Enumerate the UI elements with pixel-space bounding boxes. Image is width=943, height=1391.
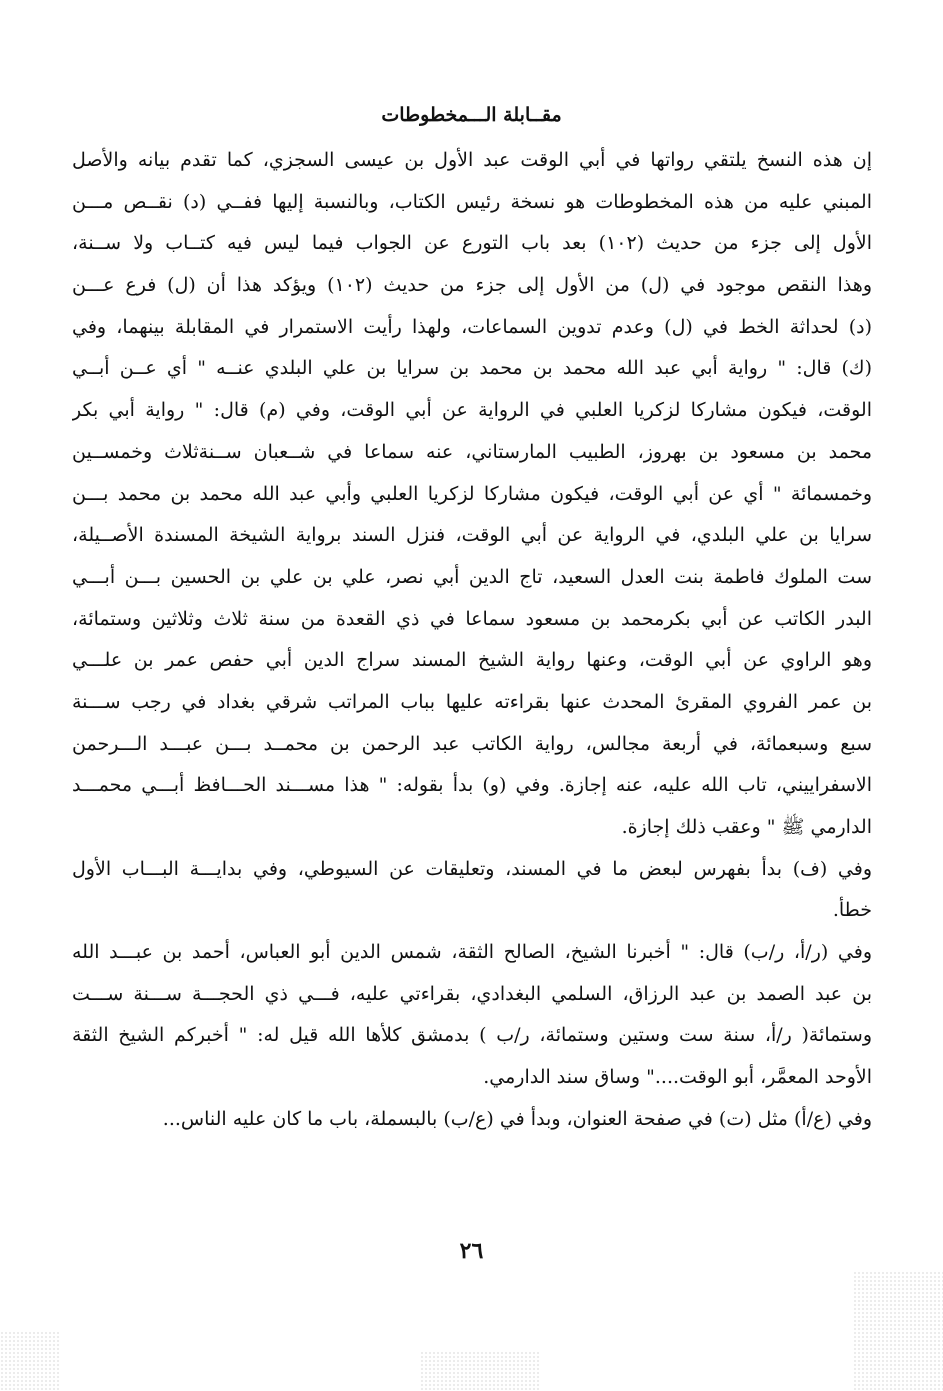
text-line: وفي (ف) بدأ بفهرس لبعض ما في المسند، وتعليقات عن السيوطي، وفي بدايـــة البـــاب الأول (72, 857, 872, 880)
text-line: وفي (ع/أ) مثل (ت) في صفحة العنوان، وبدأ في (ع/ب) بالبسملة، باب ما كان عليه الناس... (162, 1107, 872, 1130)
text-line: وستمائة( ر/أ، سنة ست وستين وستمائة، ر/ب ) بدمشق كلأها الله قيل له: " أخبركم الشيخ الثقة (72, 1024, 872, 1047)
text-line: ست الملوك فاطمة بنت العدل السعيد، تاج الدين أبي نصر، علي بن علي بن الحسين بـــن أبـــي (72, 565, 872, 588)
text-line: الأول إلى جزء من حديث (١٠٢) بعد باب التورع عن الجواب فيما ليس فيه كتــاب ولا ســنة، (72, 232, 872, 255)
body-text (72, 140, 872, 1141)
scan-noise (853, 1271, 943, 1391)
text-line: وفي (ر/أ، ر/ب) قال: " أخبرنا الشيخ، الصالح الثقة، شمس الدين أبو العباس، أحمد بن عبـــد الله (72, 941, 872, 964)
text-line: وهذا النقص موجود في (ل) من الأول إلى جزء من حديث (١٠٢) ويؤكد هذا أن (ل) فرع عـــن (72, 274, 872, 297)
text-line: بن عبد الصمد بن عبد الرزاق، السلمي البغدادي، بقراءتي عليه، فـــي ذي الحجـــة ســـنة ســـت (72, 982, 872, 1005)
text-line: وخمسمائة " أي عن أبي الوقت، فيكون مشاركا لزكريا العلبي وأبي عبد الله محمد بن محمد بـــن (72, 482, 872, 505)
text-line: (د) لحداثة الخط في (ل) وعدم تدوين السماعات، ولهذا رأيت الاستمرار في المقابلة بينهما، وفي (72, 315, 872, 338)
text-line: بن عمر الفروي المقرئ المحدث عنها بقراءته عليها بباب المراتب شرقي بغداد في رجب ســـنة (72, 690, 872, 713)
text-line: المبني عليه من هذه المخطوطات هو نسخة رئيس الكتاب، وبالنسبة إليها ففــي (د) نقــص مـــن (72, 190, 872, 213)
text-line: (ك) قال: " رواية أبي عبد الله محمد بن محمد بن سرايا بن علي البلدي عنــه " أي عــن أبــي (72, 357, 872, 380)
text-line: الدارمي ﷺ " وعقب ذلك إجازة. (621, 816, 872, 838)
page-number: ٢٦ (459, 1238, 484, 1264)
text-line: سرايا بن علي البلدي، في الرواية عن أبي الوقت، فنزل السند برواية الشيخة المسندة الأصــيلة، (72, 524, 872, 547)
text-line: الأوحد المعمَّر، أبو الوقت...." وساق سند الدارمي. (483, 1066, 872, 1089)
page-title: مقــابلة الـــمخطوطات (381, 104, 562, 126)
text-line: وهو الراوي عن أبي الوقت، وعنها رواية الشيخ المسند سراج الدين أبي حفص عمر بن علـــي (72, 649, 872, 672)
text-line: الاسفراييني، تاب الله عليه، عنه إجازة. وفي (و) بدأ بقوله: " هذا مســـند الحـــافظ أبـــي محمـــد (72, 774, 872, 797)
text-line: سبع وسبعمائة، في أربعة مجالس، رواية الكاتب عبد الرحمن بن محمــد بـــن عبـــد الـــرحمن (72, 732, 872, 755)
text-line: خطأ. (832, 899, 872, 922)
text-line: الوقت، فيكون مشاركا لزكريا العلبي في الرواية عن أبي الوقت، وفي (م) قال: " رواية أبي بكر (72, 399, 872, 422)
text-line: محمد بن مسعود بن بهروز، الطبيب المارستاني، عنه سماعا في شــعبان ســنةثلاث وخمســين (72, 440, 872, 463)
scan-noise (420, 1351, 540, 1391)
scan-noise (0, 1331, 60, 1391)
text-line: إن هذه النسخ يلتقي رواتها في أبي الوقت عبد الأول بن عيسى السجزي، كما تقدم بيانه والأصل (72, 149, 872, 171)
text-line: البدر الكاتب عن أبي بكرمحمد بن مسعود سماعا في ذي القعدة من سنة ثلاث وثلاثين وستمائة، (72, 607, 872, 630)
